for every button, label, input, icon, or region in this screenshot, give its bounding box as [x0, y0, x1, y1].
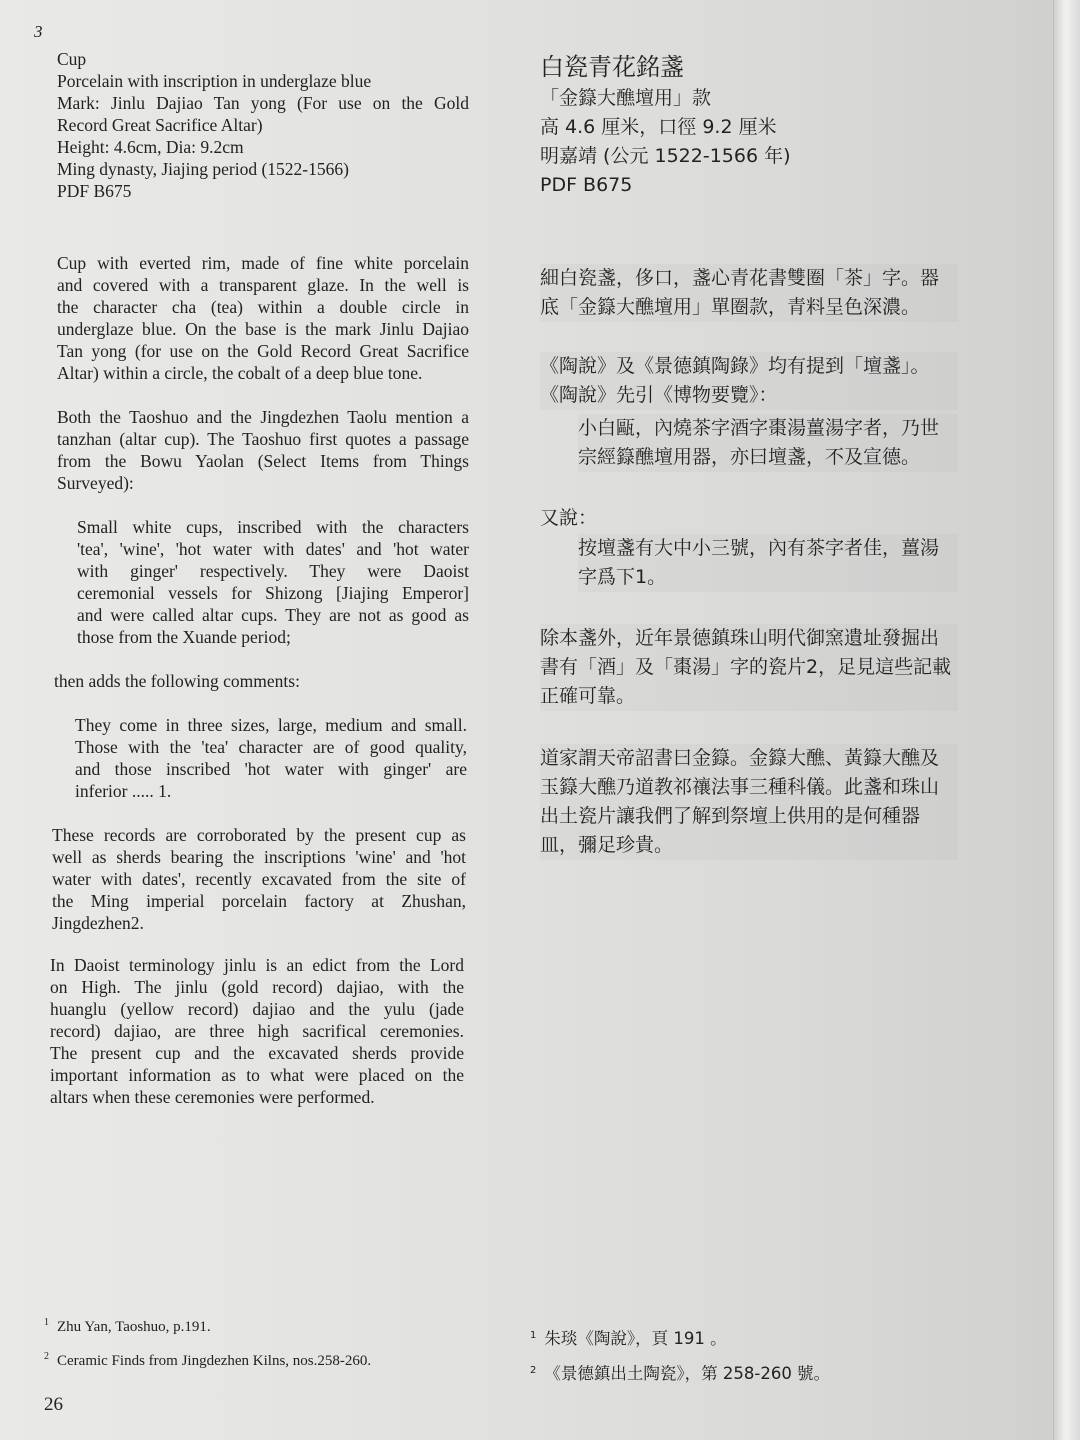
text-line: those from the Xuande period; [77, 627, 291, 647]
footnote [530, 1320, 830, 1355]
footnote-mark: 2 [44, 1351, 49, 1362]
text-line: 皿，彌足珍貴。 [540, 834, 674, 856]
text-line: They come in three sizes, large, medium and small. [75, 715, 467, 735]
text-line: tanzhan (altar cup). The Taoshuo first quotes a passage [57, 429, 469, 449]
footnote-text: 朱琰《陶說》，頁 191 。 [544, 1329, 727, 1348]
text-line: 底「金籙大醮壇用」單圈款，青料呈色深濃。 [540, 296, 921, 318]
chinese-header-line: 明嘉靖 (公元 1522-1566 年) [540, 145, 791, 167]
text-line: Surveyed): [57, 473, 134, 493]
text-line: important information as to what were placed on the [50, 1065, 464, 1085]
text-line: Cup with everted rim, made of fine white porcelain [57, 253, 469, 273]
text-line: huanglu (yellow record) dajiao and the yulu (jade [50, 999, 464, 1019]
text-line: 道家謂天帝詔書曰金籙。金籙大醮、黃籙大醮及 [540, 747, 940, 769]
footnote-mark: 2 [530, 1365, 537, 1376]
text-line: The present cup and the excavated sherds provide [50, 1043, 464, 1063]
text-line: These records are corroborated by the present cup as [52, 825, 466, 845]
english-header-line: Cup [57, 49, 87, 69]
footnote-text: Zhu Yan, Taoshuo, p.191. [57, 1319, 211, 1335]
chinese-mention [540, 352, 958, 410]
english-header-line: PDF B675 [57, 181, 132, 201]
chinese-footnotes [530, 1320, 830, 1390]
text-line: ceremonial vessels for Shizong [Jiajing Emperor] [77, 583, 469, 603]
footnote-text: 《景德鎮出土陶瓷》，第 258-260 號。 [544, 1364, 831, 1383]
text-line: 《陶說》及《景德鎮陶錄》均有提到「壇盞」。 [540, 355, 930, 377]
text-line: Both the Taoshuo and the Jingdezhen Taolu mention a [57, 407, 469, 427]
text-line: In Daoist terminology jinlu is an edict from the Lord [50, 955, 464, 975]
english-header-line: Record Great Sacrifice Altar) [57, 115, 263, 135]
text-line: and were called altar cups. They are not as good as [77, 605, 469, 625]
text-line: 出土瓷片讓我們了解到祭壇上供用的是何種器 [540, 805, 921, 827]
text-line: 《陶說》先引《博物要覽》： [540, 384, 778, 406]
english-footnotes [44, 1308, 371, 1376]
english-corroborated [52, 824, 466, 934]
text-line: well as sherds bearing the inscriptions 'wine' and 'hot [52, 847, 466, 867]
english-mention [57, 406, 469, 494]
chinese-header [540, 50, 958, 200]
footnote [530, 1355, 830, 1390]
english-description [57, 252, 469, 384]
text-line: 'tea', 'wine', 'hot water with dates' and 'hot water [77, 539, 469, 559]
text-line: and covered with a transparent glaze. In the well is [57, 275, 469, 295]
text-line: 除本盞外，近年景德鎮珠山明代御窯遺址發掘出 [540, 627, 940, 649]
item-number: 3 [34, 22, 43, 41]
chinese-header-line: 高 4.6 厘米，口徑 9.2 厘米 [540, 116, 777, 138]
chinese-description [540, 264, 958, 322]
page-number: 26 [44, 1394, 63, 1415]
text-line: 按壇盞有大中小三號，內有茶字者佳，薑湯 [578, 537, 940, 559]
chinese-quote-2 [578, 534, 958, 592]
text-line: Jingdezhen2. [52, 913, 144, 933]
text-line: Small white cups, inscribed with the characters [77, 517, 469, 537]
text-line: Tan yong (for use on the Gold Record Great Sacrifice [57, 341, 469, 361]
footnote [44, 1342, 371, 1376]
english-quote-2 [75, 714, 467, 802]
english-header-line: Mark: Jinlu Dajiao Tan yong (For use on the Gold [57, 93, 469, 113]
english-then-adds: then adds the following comments: [54, 671, 300, 691]
text-line: the character cha (tea) within a double circle in [57, 297, 469, 317]
chinese-header-line: 「金籙大醮壇用」款 [540, 87, 712, 109]
english-header [57, 48, 469, 202]
text-line: and those inscribed 'hot water with ginger' are [75, 759, 467, 779]
footnote [44, 1308, 371, 1342]
text-line: 字爲下1。 [578, 566, 667, 588]
footnote-mark: 1 [530, 1330, 537, 1341]
text-line: underglaze blue. On the base is the mark Jinlu Dajiao [57, 319, 469, 339]
text-line: record) dajiao, are three high sacrifical ceremonies. [50, 1021, 464, 1041]
chinese-terminology [540, 744, 958, 860]
text-line: the Ming imperial porcelain factory at Zhushan, [52, 891, 466, 911]
text-line: from the Bowu Yaolan (Select Items from Things [57, 451, 469, 471]
footnote-mark: 1 [44, 1317, 49, 1328]
text-line: 宗經籙醮壇用器，亦曰壇盞，不及宣德。 [578, 446, 921, 468]
text-line: inferior ..... 1. [75, 781, 172, 801]
english-header-line: Porcelain with inscription in underglaze blue [57, 71, 372, 91]
chinese-header-line: PDF B675 [540, 174, 633, 196]
text-line: with ginger' respectively. They were Daoist [77, 561, 469, 581]
chinese-title: 白瓷青花銘盞 [540, 53, 684, 81]
text-line: 玉籙大醮乃道教祁禳法事三種科儀。此盞和珠山 [540, 776, 940, 798]
footnote-text: Ceramic Finds from Jingdezhen Kilns, nos.258-260. [57, 1353, 372, 1369]
english-header-line: Ming dynasty, Jiajing period (1522-1566) [57, 159, 349, 179]
text-line: 書有「酒」及「棗湯」字的瓷片2，足見這些記載 [540, 656, 952, 678]
text-line: 正確可靠。 [540, 685, 636, 707]
page-edge [1053, 0, 1080, 1440]
text-line: Altar) within a circle, the cobalt of a deep blue tone. [57, 363, 423, 383]
english-quote-1 [77, 516, 469, 648]
text-line: 細白瓷盞，侈口，盞心青花書雙圈「茶」字。器 [540, 267, 940, 289]
text-line: water with dates', recently excavated from the site of [52, 869, 466, 889]
text-line: on High. The jinlu (gold record) dajiao, with the [50, 977, 464, 997]
text-line: altars when these ceremonies were performed. [50, 1087, 375, 1107]
chinese-then-adds: 又說： [540, 507, 598, 529]
text-line: 小白甌，內燒茶字酒字棗湯薑湯字者，乃世 [578, 417, 940, 439]
text-line: Those with the 'tea' character are of good quality, [75, 737, 467, 757]
english-header-line: Height: 4.6cm, Dia: 9.2cm [57, 137, 244, 157]
chinese-quote-1 [578, 414, 958, 472]
english-terminology [50, 954, 464, 1108]
chinese-corroborated [540, 624, 958, 711]
